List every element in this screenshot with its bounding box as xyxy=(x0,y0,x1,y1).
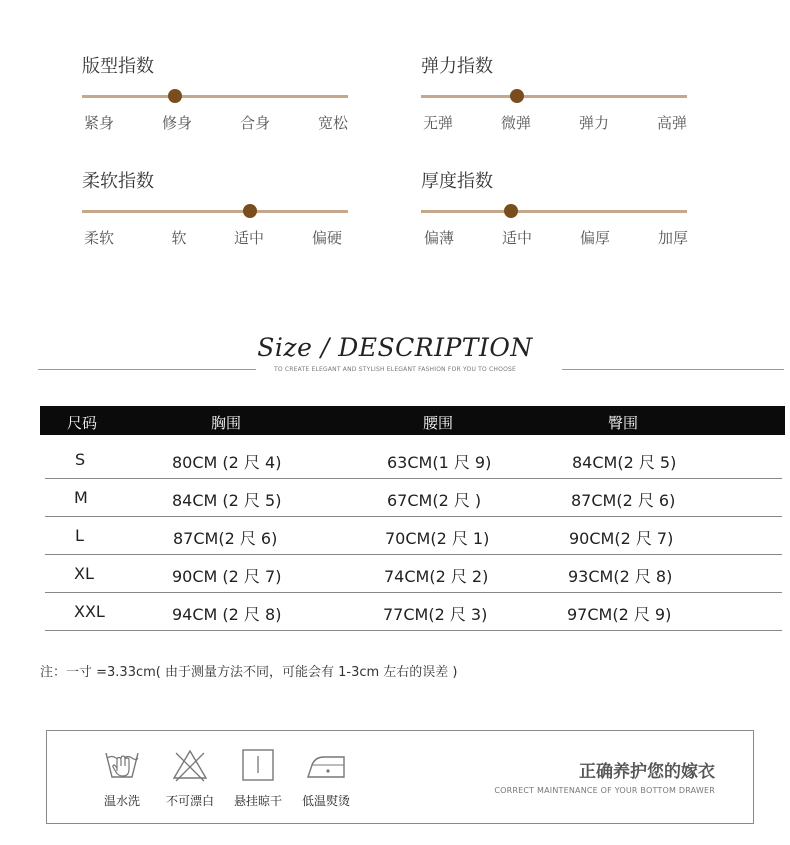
index-title: 弹力指数 xyxy=(421,56,493,77)
size-cell: XL xyxy=(74,564,94,583)
index-marker xyxy=(168,89,182,103)
table-row xyxy=(45,479,782,517)
care-label: 不可漂白 xyxy=(165,794,214,808)
hang-dry-icon xyxy=(238,747,278,783)
size-section-subtitle: TO CREATE ELEGANT AND STYLISH ELEGANT FASHION FOR YOU TO CHOOSE xyxy=(274,366,516,373)
size-table-header xyxy=(40,406,785,435)
waist-cell: 67CM(2 尺 ) xyxy=(387,491,482,510)
size-cell: XXL xyxy=(74,602,105,621)
table-row xyxy=(45,555,782,593)
bust-cell: 94CM (2 尺 8) xyxy=(172,605,282,624)
index-label: 紧身 xyxy=(83,114,115,132)
index-label: 无弹 xyxy=(422,114,454,132)
index-label: 偏厚 xyxy=(579,229,611,247)
index-title: 厚度指数 xyxy=(421,171,493,192)
care-item-no-bleach xyxy=(157,747,223,809)
index-label: 柔软 xyxy=(83,229,115,247)
hip-cell: 90CM(2 尺 7) xyxy=(569,529,674,548)
hip-cell: 87CM(2 尺 6) xyxy=(571,491,676,510)
column-header-bust: 胸围 xyxy=(211,414,242,432)
size-cell: M xyxy=(74,488,88,507)
index-label: 高弹 xyxy=(656,114,688,132)
care-instructions-box xyxy=(46,730,754,824)
index-label: 偏薄 xyxy=(423,229,455,247)
index-track xyxy=(421,210,687,213)
column-header-hip: 臀围 xyxy=(608,414,639,432)
index-marker xyxy=(243,204,257,218)
index-track xyxy=(82,210,348,213)
index-label: 微弹 xyxy=(500,114,532,132)
waist-cell: 70CM(2 尺 1) xyxy=(385,529,490,548)
bust-cell: 80CM (2 尺 4) xyxy=(172,453,282,472)
index-label: 加厚 xyxy=(657,229,689,247)
hip-cell: 97CM(2 尺 9) xyxy=(567,605,672,624)
care-subtitle: CORRECT MAINTENANCE OF YOUR BOTTOM DRAWER xyxy=(494,786,715,795)
care-item-warm-wash xyxy=(89,747,155,809)
index-label: 宽松 xyxy=(317,114,349,132)
column-header-size: 尺码 xyxy=(67,414,98,432)
bust-cell: 87CM(2 尺 6) xyxy=(173,529,278,548)
hip-cell: 93CM(2 尺 8) xyxy=(568,567,673,586)
index-title: 版型指数 xyxy=(82,56,154,77)
index-label: 软 xyxy=(171,229,187,247)
care-label: 低温熨烫 xyxy=(301,794,350,808)
care-title: 正确养护您的嫁衣 xyxy=(579,762,715,782)
column-header-waist: 腰围 xyxy=(423,414,454,432)
table-row xyxy=(45,517,782,555)
index-label: 合身 xyxy=(239,114,271,132)
index-label: 弹力 xyxy=(578,114,610,132)
index-track xyxy=(421,95,687,98)
low-iron-icon xyxy=(304,747,348,783)
size-section-title: Size / DESCRIPTION xyxy=(257,333,533,362)
index-track xyxy=(82,95,348,98)
index-label: 适中 xyxy=(233,229,265,247)
table-row xyxy=(45,593,782,631)
bust-cell: 90CM (2 尺 7) xyxy=(172,567,282,586)
index-title: 柔软指数 xyxy=(82,171,154,192)
no-bleach-icon xyxy=(170,747,210,783)
waist-cell: 77CM(2 尺 3) xyxy=(383,605,488,624)
hand-wash-icon xyxy=(102,747,142,783)
index-marker xyxy=(510,89,524,103)
index-label: 偏硬 xyxy=(311,229,343,247)
care-item-hang-dry xyxy=(225,747,291,809)
hip-cell: 84CM(2 尺 5) xyxy=(572,453,677,472)
size-cell: S xyxy=(75,450,86,469)
divider-right xyxy=(562,369,784,370)
table-row xyxy=(45,441,782,479)
waist-cell: 74CM(2 尺 2) xyxy=(384,567,489,586)
care-label: 悬挂晾干 xyxy=(233,794,282,808)
care-item-low-iron xyxy=(293,747,359,809)
index-marker xyxy=(504,204,518,218)
bust-cell: 84CM (2 尺 5) xyxy=(172,491,282,510)
measurement-note: 注：一寸 =3.33cm( 由于测量方法不同，可能会有 1-3cm 左右的误差 ) xyxy=(40,665,458,680)
index-label: 适中 xyxy=(501,229,533,247)
size-cell: L xyxy=(75,526,84,545)
waist-cell: 63CM(1 尺 9) xyxy=(387,453,492,472)
index-label: 修身 xyxy=(161,114,193,132)
care-label: 温水洗 xyxy=(103,794,140,808)
